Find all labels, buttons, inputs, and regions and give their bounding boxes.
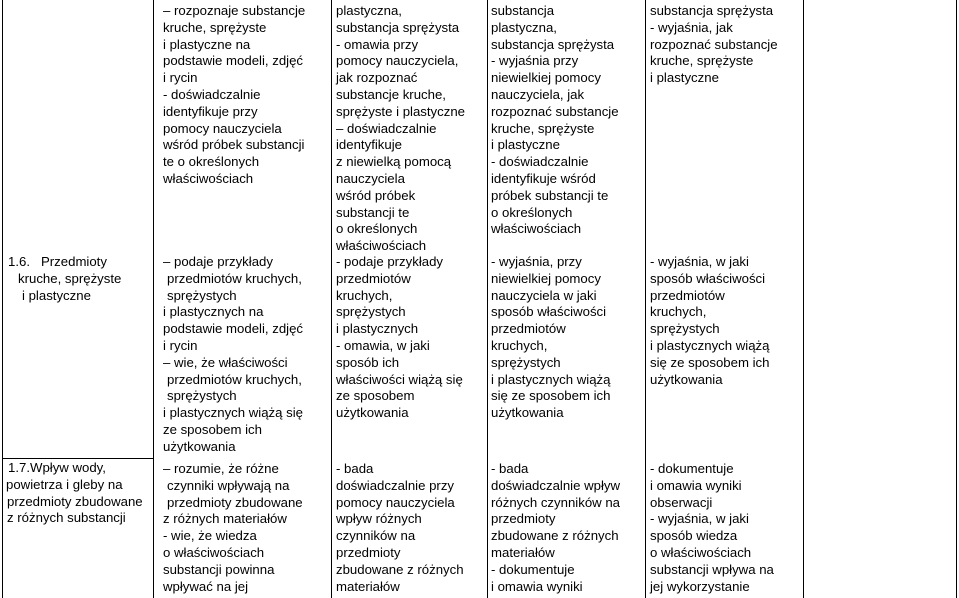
text-line: - doświadczalnie: [491, 154, 589, 170]
text-line: pomocy nauczyciela: [163, 120, 282, 136]
text-line: sprężystych: [336, 304, 406, 320]
text-line: – rozumie, że różne: [163, 461, 279, 476]
text-line: i rycin: [163, 337, 198, 353]
topic-1-6: [8, 254, 148, 304]
text-line: obserwacji: [650, 494, 713, 510]
text-line: podstawie modeli, zdjęć: [163, 53, 304, 69]
text-line: przedmiotów kruchych,: [167, 371, 302, 387]
text-line: przedmioty: [491, 511, 556, 527]
col2-block2: [163, 254, 323, 456]
text-line: substancja sprężysta: [336, 19, 460, 35]
text-line: identyfikuje wśród: [491, 170, 596, 186]
text-line: - dokumentuje: [650, 461, 734, 476]
text-line: materiałów: [336, 578, 400, 594]
topic-line: kruche, sprężyste: [18, 270, 122, 286]
text-line: – doświadczalnie: [336, 120, 437, 136]
col4-block2: [491, 254, 636, 422]
text-line: doświadczalnie wpływ: [491, 477, 621, 493]
text-line: - wyjaśnia, przy: [491, 254, 582, 269]
text-line: próbek substancji te: [491, 187, 609, 203]
text-line: właściwościach: [336, 238, 427, 254]
text-line: i omawia wyniki: [650, 477, 742, 493]
text-line: przedmioty zbudowane: [167, 494, 303, 510]
col3-block3: [336, 461, 481, 595]
topic-line: z różnych substancji: [7, 510, 126, 526]
text-line: - doświadczalnie: [163, 86, 261, 102]
text-line: nauczyciela w jaki: [491, 287, 597, 303]
column-divider: [803, 0, 804, 598]
text-line: - dokumentuje: [491, 561, 575, 577]
text-line: właściwościach: [163, 170, 254, 186]
text-line: i plastyczne na: [163, 36, 251, 52]
text-line: wśród próbek substancji: [163, 137, 305, 153]
text-line: podstawie modeli, zdjęć: [163, 321, 304, 337]
text-line: jak rozpoznać: [336, 70, 418, 86]
text-line: sposób wiedza: [650, 528, 738, 544]
text-line: kruchych,: [650, 304, 707, 320]
text-line: kruchych,: [491, 337, 548, 353]
text-line: – podaje przykłady: [163, 254, 273, 269]
text-line: rozpoznać substancje: [491, 103, 619, 119]
text-line: substancja sprężysta: [650, 3, 774, 18]
text-line: różnych czynników na: [491, 494, 621, 510]
text-line: kruchych,: [336, 287, 393, 303]
text-line: pomocy nauczyciela: [336, 494, 455, 510]
text-line: sposób właściwości: [650, 270, 766, 286]
text-line: - wie, że wiedza: [163, 528, 257, 544]
text-line: użytkowania: [163, 438, 236, 454]
col4-block3: [491, 461, 636, 595]
text-line: czynników na: [336, 528, 416, 544]
text-line: i plastycznych wiążą się: [163, 405, 303, 421]
text-line: właściwościach: [491, 221, 582, 237]
text-line: - bada: [336, 461, 374, 476]
text-line: sprężystych: [491, 354, 561, 370]
text-line: – wie, że właściwości: [163, 354, 288, 370]
text-line: - wyjaśnia, w jaki: [650, 511, 749, 527]
text-line: i plastycznych wiążą: [491, 371, 611, 387]
text-line: plastyczna,: [336, 3, 402, 18]
text-line: zbudowane z różnych: [491, 528, 619, 544]
text-line: sprężystych: [650, 321, 720, 337]
text-line: nauczyciela, jak: [491, 86, 585, 102]
text-line: zbudowane z różnych: [336, 561, 464, 577]
text-line: właściwości wiążą się: [336, 371, 463, 387]
topic-line: 1.6. Przedmioty: [8, 254, 107, 269]
text-line: i plastycznych na: [163, 304, 264, 320]
text-line: czynniki wpływają na: [167, 477, 290, 493]
row-divider: [2, 458, 154, 459]
column-divider: [153, 0, 154, 598]
col4-block1: [491, 3, 636, 238]
col2-block3: [163, 461, 323, 595]
table-border-right: [956, 0, 957, 598]
column-divider: [487, 0, 488, 598]
text-line: przedmiotów kruchych,: [167, 270, 302, 286]
text-line: plastyczna,: [491, 19, 557, 35]
text-line: substancji te: [336, 204, 410, 220]
table-border-left: [2, 0, 3, 598]
text-line: niewielkiej pomocy: [491, 70, 601, 86]
text-line: sposób właściwości: [491, 304, 607, 320]
text-line: i omawia wyniki: [491, 578, 583, 594]
text-line: - wyjaśnia, w jaki: [650, 254, 749, 269]
text-line: z niewielką pomocą: [336, 154, 452, 170]
text-line: o właściwościach: [163, 544, 265, 560]
text-line: identyfikuje przy: [163, 103, 258, 119]
col2-block1: [163, 3, 323, 188]
col5-block2: [650, 254, 800, 388]
col5-block1: [650, 3, 800, 87]
text-line: o określonych: [336, 221, 418, 237]
text-line: i plastyczne: [491, 137, 560, 153]
text-line: przedmioty: [336, 544, 401, 560]
text-line: sposób ich: [336, 354, 400, 370]
text-line: substancji powinna: [163, 561, 275, 577]
text-line: pomocy nauczyciela,: [336, 53, 459, 69]
text-line: substancje kruche,: [336, 86, 446, 102]
text-line: substancja: [491, 3, 555, 18]
text-line: użytkowania: [491, 405, 564, 421]
text-line: - podaje przykłady: [336, 254, 444, 269]
text-line: sprężyste i plastyczne: [336, 103, 465, 119]
topic-1-7: [6, 460, 151, 527]
column-divider: [645, 0, 646, 598]
text-line: wpływ różnych: [336, 511, 422, 527]
text-line: nauczyciela: [336, 170, 405, 186]
topic-line: 1.7.Wpływ wody,: [8, 460, 106, 475]
text-line: ze sposobem ich: [163, 421, 262, 437]
text-line: się ze sposobem ich: [650, 354, 770, 370]
text-line: przedmiotów: [650, 287, 725, 303]
text-line: kruche, sprężyste: [491, 120, 595, 136]
text-line: sprężystych: [167, 287, 237, 303]
text-line: substancji wpływa na: [650, 561, 774, 577]
text-line: się ze sposobem ich: [491, 388, 611, 404]
text-line: wśród próbek: [336, 187, 416, 203]
text-line: o właściwościach: [650, 544, 752, 560]
text-line: z różnych materiałów: [163, 511, 287, 527]
text-line: te o określonych: [163, 154, 260, 170]
text-line: kruche, sprężyste: [163, 19, 267, 35]
text-line: - omawia przy: [336, 36, 419, 52]
text-line: użytkowania: [650, 371, 723, 387]
text-line: użytkowania: [336, 405, 409, 421]
text-line: i plastycznych wiążą: [650, 337, 770, 353]
text-line: identyfikuje: [336, 137, 402, 153]
topic-line: powietrza i gleby na: [6, 476, 123, 492]
text-line: jej wykorzystanie: [650, 578, 750, 594]
text-line: - wyjaśnia, jak: [650, 19, 733, 35]
text-line: rozpoznać substancje: [650, 36, 778, 52]
text-line: - bada: [491, 461, 529, 476]
text-line: o określonych: [491, 204, 573, 220]
text-line: kruche, sprężyste: [650, 53, 754, 69]
text-line: i plastyczne: [650, 70, 719, 86]
text-line: doświadczalnie przy: [336, 477, 455, 493]
col3-block2: [336, 254, 481, 422]
text-line: materiałów: [491, 544, 555, 560]
col3-block1: [336, 3, 481, 255]
text-line: sprężystych: [167, 388, 237, 404]
column-divider: [331, 0, 332, 598]
text-line: – rozpoznaje substancje: [163, 3, 306, 18]
text-line: ze sposobem: [336, 388, 415, 404]
text-line: i plastycznych: [336, 321, 419, 337]
text-line: - omawia, w jaki: [336, 337, 430, 353]
text-line: niewielkiej pomocy: [491, 270, 601, 286]
text-line: - wyjaśnia przy: [491, 53, 579, 69]
text-line: substancja sprężysta: [491, 36, 615, 52]
topic-line: i plastyczne: [22, 287, 91, 303]
topic-line: przedmioty zbudowane: [7, 493, 143, 509]
text-line: wpływać na jej: [163, 578, 249, 594]
text-line: przedmiotów: [491, 321, 566, 337]
text-line: i rycin: [163, 70, 198, 86]
col5-block3: [650, 461, 800, 595]
text-line: przedmiotów: [336, 270, 411, 286]
